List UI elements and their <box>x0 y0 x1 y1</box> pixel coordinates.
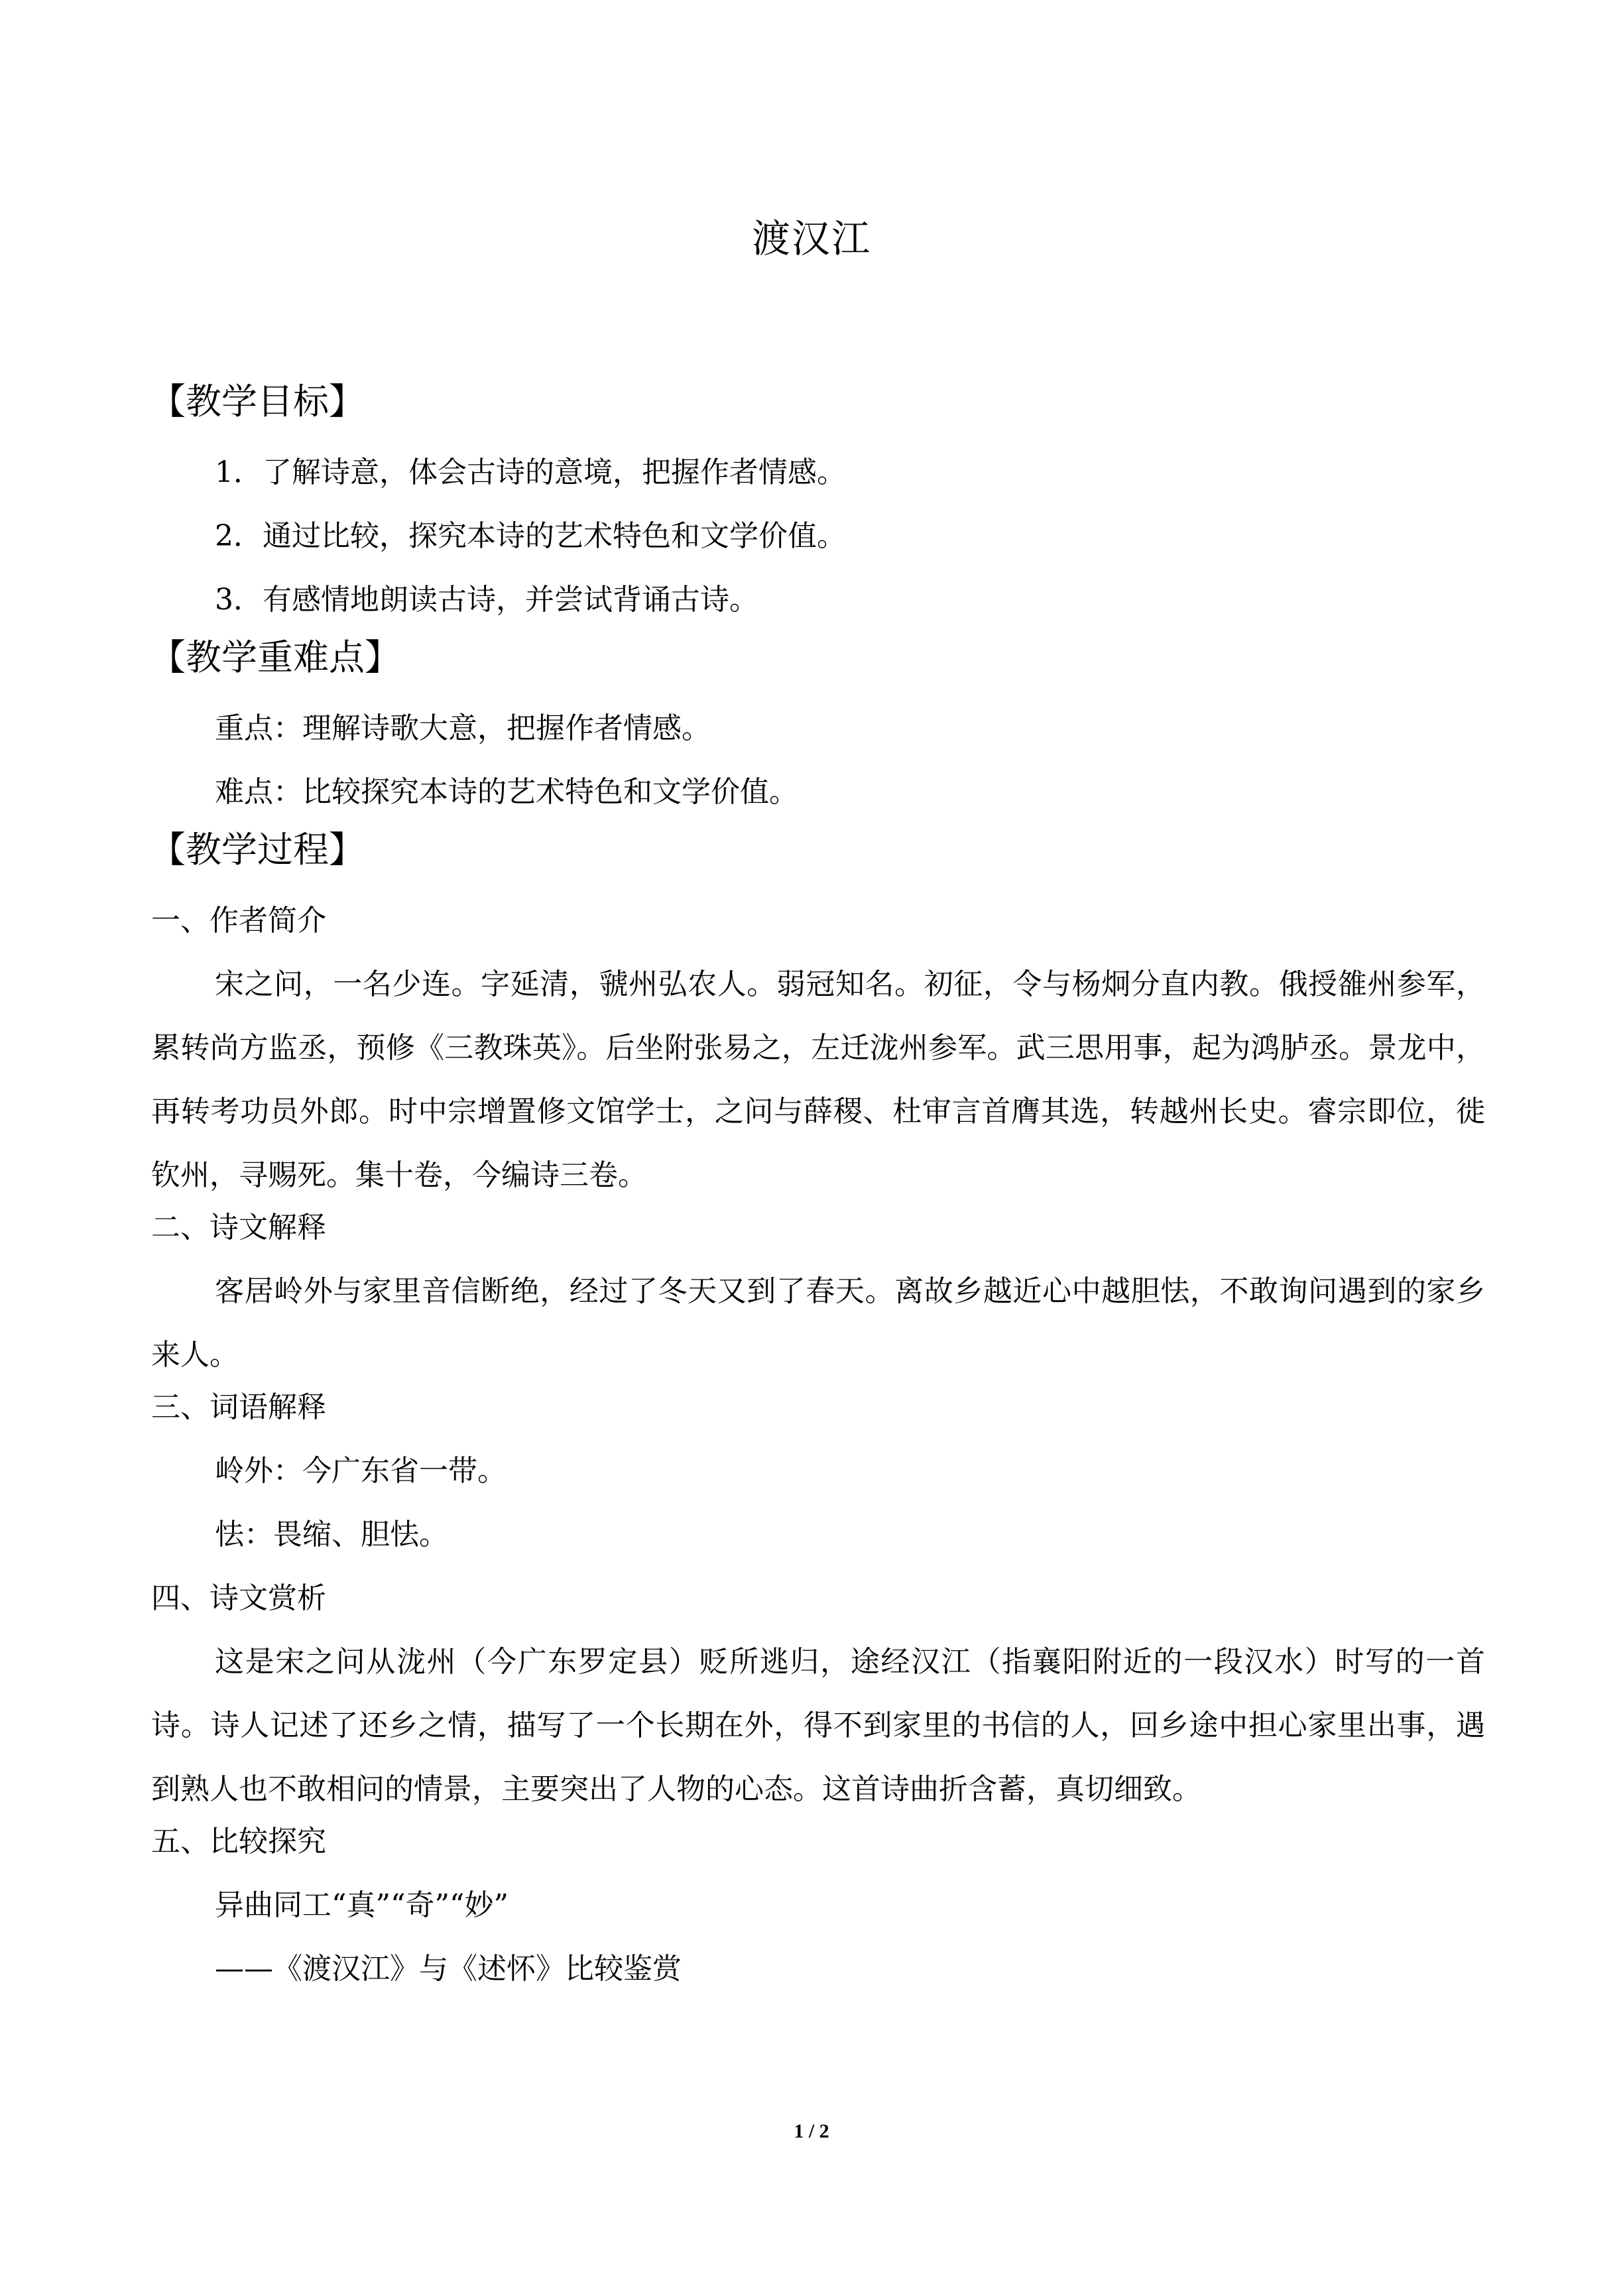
compare-line: ——《渡汉江》与《述怀》比较鉴赏 <box>215 1952 682 1986</box>
vocab-item: 怯：畏缩、胆怯。 <box>215 1518 448 1551</box>
compare-line: 异曲同工“真”“奇”“妙” <box>215 1888 509 1922</box>
key-point-item: 难点：比较探究本诗的艺术特色和文学价值。 <box>215 775 798 809</box>
author-paragraph: 宋之问，一名少连。字延清，虢州弘农人。弱冠知名。初征，令与杨炯分直内教。俄授雒州参军，累转尚方监丞，预修《三教珠英》。后坐附张易之，左迁泷州参军。武三思用事，起为鸿胪丞。景龙中，再转考功员外郎。时中宗增置修文馆学士，之问与薛稷、杜审言首膺其选，转越州长史。睿宗即位，徙钦州，寻赐死。集十卷，今编诗三卷。 <box>151 967 1485 1192</box>
key-points-heading: 【教学重难点】 <box>150 636 400 678</box>
appreciation-paragraph: 这是宋之问从泷州（今广东罗定县）贬所逃归，途经汉江（指襄阳附近的一段汉水）时写的一首诗。诗人记述了还乡之情，描写了一个长期在外，得不到家里的书信的人，回乡途中担心家里出事，遇到熟人也不敢相问的情景，主要突出了人物的心态。这首诗曲折含蓄，真切细致。 <box>151 1645 1485 1806</box>
goal-item: 3．有感情地朗读古诗，并尝试背诵古诗。 <box>215 583 758 617</box>
goal-item: 1．了解诗意，体会古诗的意境，把握作者情感。 <box>215 455 846 489</box>
compare-heading: 五、比较探究 <box>151 1825 326 1858</box>
document-title: 渡汉江 <box>751 216 871 261</box>
document-body <box>151 378 1485 1990</box>
goals-heading: 【教学目标】 <box>150 381 365 422</box>
explanation-heading: 二、诗文解释 <box>151 1211 326 1244</box>
key-point-item: 重点：理解诗歌大意，把握作者情感。 <box>215 711 711 745</box>
vocab-heading: 三、词语解释 <box>151 1390 326 1424</box>
goal-item: 2．通过比较，探究本诗的艺术特色和文学价值。 <box>215 519 846 553</box>
vocab-item: 岭外：今广东省一带。 <box>215 1454 507 1488</box>
appreciation-heading: 四、诗文赏析 <box>151 1581 326 1615</box>
page-number: 1 / 2 <box>794 2120 829 2142</box>
explanation-paragraph: 客居岭外与家里音信断绝，经过了冬天又到了春天。离故乡越近心中越胆怯，不敢询问遇到的家乡来人。 <box>151 1274 1485 1372</box>
process-heading: 【教学过程】 <box>150 829 365 871</box>
author-heading: 一、作者简介 <box>151 904 326 937</box>
